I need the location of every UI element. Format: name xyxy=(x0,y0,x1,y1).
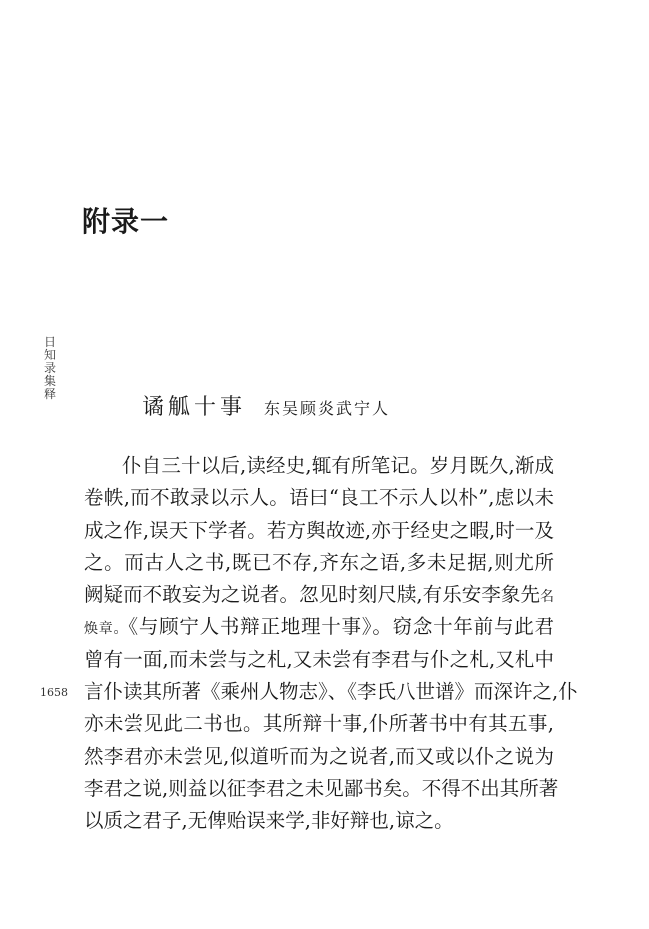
essay-author: 东吴顾炎武宁人 xyxy=(264,399,391,418)
part-title: 附录一 xyxy=(82,205,170,238)
body-line: 曾有一面,而未尝与之札,又未尝有李君与仆之札,又札中 xyxy=(84,647,554,671)
body-line: 言仆读其所著《乘州人物志》、《李氏八世谱》而深许之,仆 xyxy=(84,680,578,704)
essay-title: 谲觚十事 xyxy=(142,395,247,420)
body-line: 之。而古人之书,既已不存,齐东之语,多未足据,则尤所 xyxy=(84,550,554,574)
body-text: 《与顾宁人书辩正地理十事》。窃念十年前与此君 xyxy=(128,615,554,639)
body-line: 卷帙,而不敢录以示人。语曰“良工不示人以朴”,虑以未 xyxy=(84,486,554,510)
body-line: 然李君亦未尝见,似道听而为之说者,而又或以仆之说为 xyxy=(84,744,554,768)
essay-heading xyxy=(142,390,390,421)
body-line: 仆自三十以后,读经史,辄有所笔记。岁月既久,渐成 xyxy=(122,454,554,477)
body-line xyxy=(84,611,554,643)
body-line: 亦未尝见此二书也。其所辩十事,仆所著书中有其五事, xyxy=(84,712,554,736)
body-line: 成之作,误天下学者。若方舆故迹,亦于经史之暇,时一及 xyxy=(84,518,554,542)
page-number: 1658 xyxy=(40,686,68,699)
body-line: 以质之君子,无俾贻误来学,非好辩也,谅之。 xyxy=(84,809,454,833)
body-line: 李君之说,则益以征李君之未见鄙书矣。不得不出其所著 xyxy=(84,776,559,800)
body-text: 阙疑而不敢妄为之说者。忽见时刻尺牍,有乐安李象先 xyxy=(84,583,540,607)
body-line xyxy=(84,579,554,611)
essay-body xyxy=(84,450,578,838)
running-header: 日知录集释 xyxy=(44,335,57,401)
inline-note: 焕章。 xyxy=(84,621,129,638)
inline-note: 名 xyxy=(540,589,554,606)
